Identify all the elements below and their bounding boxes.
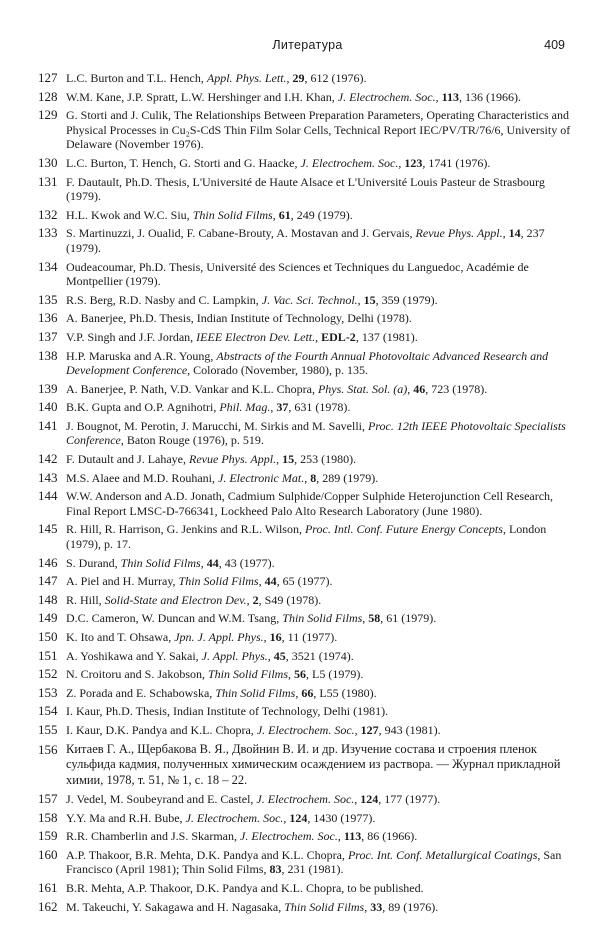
reference-number: 154 bbox=[38, 703, 58, 719]
reference-text bbox=[66, 811, 574, 826]
journal-title: Thin Solid Films bbox=[284, 899, 365, 914]
reference-segment: J. Bougnot, M. Perotin, J. Marucchi, M. Sirkis and M. Savelli, bbox=[66, 418, 368, 433]
reference-text bbox=[66, 742, 574, 789]
reference-segment: D.C. Cameron, W. Duncan and W.M. Tsang, bbox=[66, 611, 283, 626]
volume-number: 15 bbox=[363, 292, 376, 307]
reference-segment: , bbox=[258, 574, 265, 589]
reference-segment: K. Ito and T. Ohsawa, bbox=[66, 630, 175, 644]
reference-item bbox=[38, 667, 574, 682]
reference-number: 130 bbox=[38, 154, 58, 170]
reference-segment: , 177 (1977). bbox=[378, 792, 441, 807]
reference-text bbox=[66, 489, 574, 518]
journal-title: J. Appl. Phys. bbox=[201, 648, 268, 663]
reference-list bbox=[38, 71, 574, 918]
reference-text bbox=[66, 71, 574, 86]
reference-item bbox=[38, 489, 574, 518]
journal-title: Thin Solid Films bbox=[215, 685, 296, 700]
reference-segment: I. Kaur, Ph.D. Thesis, Indian Institute of Technology, Delhi (1981). bbox=[66, 704, 389, 719]
reference-segment: B.R. Mehta, A.P. Thakoor, D.K. Pandya and K.L. Chopra, to be published. bbox=[66, 881, 424, 896]
reference-segment: , bbox=[283, 810, 290, 825]
journal-title: Appl. Phys. Lett. bbox=[206, 71, 287, 85]
journal-title: IEEE Electron Dev. Lett. bbox=[196, 329, 316, 344]
reference-text bbox=[66, 293, 574, 308]
reference-segment: R.R. Chamberlin and J.S. Skarman, bbox=[66, 829, 240, 844]
reference-item bbox=[38, 90, 574, 105]
reference-number: 162 bbox=[38, 898, 58, 914]
journal-title: Solid-State and Electron Dev. bbox=[104, 592, 247, 607]
reference-item bbox=[38, 829, 574, 844]
reference-segment: , 231 (1981). bbox=[281, 862, 344, 877]
volume-number: EDL-2 bbox=[321, 329, 356, 344]
reference-item bbox=[38, 208, 574, 223]
reference-text bbox=[66, 226, 574, 255]
volume-number: 8 bbox=[310, 470, 317, 485]
reference-segment: , bbox=[398, 155, 405, 170]
reference-number: 150 bbox=[38, 629, 58, 644]
reference-segment: , bbox=[337, 829, 344, 844]
reference-item bbox=[38, 881, 574, 896]
reference-segment: , London (1979), p. 17. bbox=[66, 522, 547, 552]
reference-segment: V.P. Singh and J.F. Jordan, bbox=[66, 329, 197, 344]
page-header bbox=[0, 38, 615, 56]
reference-segment: , bbox=[263, 630, 270, 644]
reference-segment: , 249 (1979). bbox=[290, 207, 353, 222]
reference-item bbox=[38, 611, 574, 626]
reference-segment: , 11 (1977). bbox=[281, 630, 338, 644]
reference-segment: , bbox=[364, 899, 371, 914]
reference-text bbox=[66, 611, 574, 626]
reference-segment: , bbox=[200, 555, 207, 570]
reference-segment: , 61 (1979). bbox=[380, 611, 437, 626]
reference-segment: Z. Porada and E. Schabowska, bbox=[66, 685, 216, 700]
reference-item bbox=[38, 574, 574, 589]
journal-title: Thin Solid Films bbox=[178, 574, 259, 589]
reference-segment: , 43 (1977). bbox=[218, 555, 275, 570]
reference-item bbox=[38, 293, 574, 308]
reference-number: 156 bbox=[38, 741, 58, 757]
reference-number: 134 bbox=[38, 258, 58, 274]
reference-segment: , S49 (1978). bbox=[258, 592, 322, 607]
reference-text bbox=[66, 349, 574, 378]
reference-text bbox=[66, 686, 574, 701]
reference-segment: , bbox=[270, 400, 277, 415]
reference-segment: A. Yoshikawa and Y. Sakai, bbox=[66, 648, 202, 663]
reference-text bbox=[66, 593, 574, 608]
reference-segment: , 289 (1979). bbox=[316, 470, 379, 485]
volume-number: 61 bbox=[278, 207, 291, 222]
reference-segment: , L5 (1979). bbox=[306, 667, 364, 682]
reference-segment: , bbox=[246, 592, 253, 607]
reference-segment: R.S. Berg, R.D. Nasby and C. Lampkin, bbox=[66, 292, 262, 307]
reference-text bbox=[66, 311, 574, 326]
reference-segment: , 237 (1979). bbox=[66, 226, 545, 255]
reference-segment: M. Takeuchi, Y. Sakagawa and H. Nagasaka, bbox=[66, 899, 285, 914]
reference-segment: , Baton Rouge (1976), p. 519. bbox=[120, 433, 264, 448]
reference-segment: , bbox=[502, 226, 509, 241]
journal-title: Revue Phys. Appl. bbox=[189, 452, 277, 467]
reference-text bbox=[66, 667, 574, 682]
reference-segment: R. Hill, R. Harrison, G. Jenkins and R.L. Wilson, bbox=[66, 522, 305, 537]
reference-number: 128 bbox=[38, 88, 58, 104]
reference-item bbox=[38, 311, 574, 326]
reference-segment: , bbox=[276, 452, 283, 467]
reference-number: 144 bbox=[38, 488, 58, 504]
volume-number: 127 bbox=[360, 722, 379, 737]
reference-segment: F. Dutault and J. Lahaye, bbox=[66, 452, 190, 467]
reference-number: 140 bbox=[38, 399, 58, 415]
reference-number: 127 bbox=[38, 70, 58, 85]
reference-segment: , 86 (1966). bbox=[361, 829, 418, 844]
volume-number: 44 bbox=[264, 574, 277, 589]
reference-segment: W.M. Kane, J.P. Spratt, L.W. Hershinger and I.H. Khan, bbox=[66, 89, 338, 104]
reference-item bbox=[38, 649, 574, 664]
journal-title: Thin Solid Films bbox=[120, 555, 201, 570]
journal-title: Jpn. J. Appl. Phys. bbox=[174, 630, 264, 644]
reference-number: 161 bbox=[38, 880, 58, 896]
volume-number: 46 bbox=[413, 381, 426, 396]
reference-item bbox=[38, 811, 574, 826]
volume-number: 123 bbox=[404, 155, 423, 170]
reference-text bbox=[66, 522, 574, 551]
reference-text bbox=[66, 471, 574, 486]
reference-item bbox=[38, 400, 574, 415]
reference-segment: , L55 (1980). bbox=[313, 685, 377, 700]
reference-item bbox=[38, 175, 574, 204]
reference-segment: , 1741 (1976). bbox=[422, 155, 491, 170]
reference-number: 132 bbox=[38, 206, 58, 222]
journal-title: Proc. 12th IEEE Photovoltaic Specialists Conference bbox=[66, 418, 566, 448]
reference-segment: , 943 (1981). bbox=[378, 722, 441, 737]
journal-title: J. Electronic Mat. bbox=[218, 470, 305, 485]
reference-item bbox=[38, 71, 574, 86]
reference-segment: F. Dautault, Ph.D. Thesis, L'Université de Haute Alsace et L'Université Louis Pasteur de Strasbourg (1979). bbox=[66, 174, 545, 204]
reference-segment: , 137 (1981). bbox=[355, 329, 418, 344]
reference-segment: , San Francisco (April 1981); Thin Solid Films, bbox=[66, 847, 562, 877]
reference-item bbox=[38, 704, 574, 719]
reference-segment: N. Croitoru and S. Jakobson, bbox=[66, 667, 208, 682]
reference-item bbox=[38, 156, 574, 171]
reference-segment: A. Piel and H. Murray, bbox=[66, 574, 179, 589]
reference-number: 157 bbox=[38, 791, 58, 807]
journal-title: Phil. Mag. bbox=[219, 400, 271, 415]
reference-number: 152 bbox=[38, 666, 58, 682]
reference-text bbox=[66, 649, 574, 664]
reference-segment: , 631 (1978). bbox=[288, 400, 351, 415]
reference-segment: L.C. Burton and T.L. Hench, bbox=[66, 71, 207, 85]
reference-segment: G. Storti and J. Culik, The Relationships Between Preparation Parameters, Operating Characteristics and Physical Processes in Cu₂S-CdS Thin Film Solar Cells, Technical Report IEC/PV/TR/76/6, University of Delaware (November 1976). bbox=[66, 108, 571, 152]
reference-segment: A. Banerjee, Ph.D. Thesis, Indian Institute of Technology, Delhi (1978). bbox=[66, 311, 412, 326]
reference-number: 159 bbox=[38, 828, 58, 844]
volume-number: 56 bbox=[294, 667, 307, 682]
reference-number: 143 bbox=[38, 469, 58, 485]
reference-text bbox=[66, 848, 574, 877]
reference-segment: , bbox=[357, 292, 364, 307]
volume-number: 15 bbox=[282, 452, 295, 467]
running-title: Литература bbox=[272, 38, 343, 52]
reference-segment: , bbox=[354, 792, 361, 807]
reference-item bbox=[38, 900, 574, 915]
reference-segment: , 3521 (1974). bbox=[285, 648, 354, 663]
reference-text bbox=[66, 829, 574, 844]
journal-title: J. Electrochem. Soc. bbox=[256, 792, 355, 807]
journal-title: J. Electrochem. Soc. bbox=[240, 829, 338, 844]
reference-item bbox=[38, 593, 574, 608]
reference-number: 148 bbox=[38, 591, 58, 607]
reference-number: 129 bbox=[38, 107, 58, 123]
reference-number: 155 bbox=[38, 721, 58, 737]
volume-number: 66 bbox=[301, 685, 314, 700]
reference-number: 137 bbox=[38, 328, 58, 344]
volume-number: 29 bbox=[292, 71, 305, 85]
volume-number: 44 bbox=[206, 555, 219, 570]
reference-number: 147 bbox=[38, 573, 58, 589]
reference-number: 138 bbox=[38, 347, 58, 363]
reference-text bbox=[66, 900, 574, 915]
reference-segment: , 612 (1976). bbox=[304, 71, 367, 85]
reference-segment: M.S. Alaee and M.D. Rouhani, bbox=[66, 470, 218, 485]
journal-title: Phys. Stat. Sol. (a) bbox=[317, 381, 408, 396]
volume-number: 124 bbox=[289, 810, 308, 825]
page-number: 409 bbox=[544, 38, 565, 52]
reference-text bbox=[66, 108, 574, 152]
reference-segment: H.P. Maruska and A.R. Young, bbox=[66, 348, 217, 363]
reference-item bbox=[38, 226, 574, 255]
reference-segment: , Colorado (November, 1980), p. 135. bbox=[187, 363, 368, 378]
reference-text bbox=[66, 260, 574, 289]
journal-title: J. Vac. Sci. Technol. bbox=[261, 292, 358, 307]
reference-text bbox=[66, 90, 574, 105]
journal-title: J. Electrochem. Soc. bbox=[337, 89, 436, 104]
reference-segment: , bbox=[267, 648, 274, 663]
reference-segment: S. Durand, bbox=[66, 555, 121, 570]
reference-text bbox=[66, 556, 574, 571]
reference-segment: , 1430 (1977). bbox=[307, 810, 376, 825]
reference-item bbox=[38, 260, 574, 289]
reference-item bbox=[38, 522, 574, 551]
volume-number: 83 bbox=[269, 862, 282, 877]
volume-number: 16 bbox=[269, 630, 282, 644]
reference-segment: , bbox=[315, 329, 322, 344]
reference-text bbox=[66, 419, 574, 448]
reference-segment: Китаев Г. А., Щербакова В. Я., Двойнин В. И. и др. Изучение состава и строения пленок сульфида кадмия, полученных химическим осаждением из раствора. — Журнал прикладной химии, 1978, т. 51, № 1, с. 18 – 22. bbox=[66, 741, 561, 787]
volume-number: 58 bbox=[368, 611, 381, 626]
reference-number: 158 bbox=[38, 809, 58, 825]
reference-item bbox=[38, 742, 574, 789]
journal-title: Proc. Intl. Conf. Future Energy Concepts bbox=[304, 522, 503, 537]
volume-number: 14 bbox=[508, 226, 521, 241]
journal-title: J. Electrochem. Soc. bbox=[300, 155, 399, 170]
journal-title: J. Electrochem. Soc. bbox=[256, 722, 355, 737]
reference-text bbox=[66, 175, 574, 204]
journal-title: Thin Solid Films bbox=[208, 667, 289, 682]
reference-segment: , 89 (1976). bbox=[382, 899, 439, 914]
reference-item bbox=[38, 630, 574, 645]
journal-title: Revue Phys. Appl. bbox=[415, 226, 503, 241]
reference-item bbox=[38, 848, 574, 877]
reference-item bbox=[38, 471, 574, 486]
reference-item bbox=[38, 792, 574, 807]
reference-segment: I. Kaur, D.K. Pandya and K.L. Chopra, bbox=[66, 722, 257, 737]
reference-segment: , 359 (1979). bbox=[375, 292, 438, 307]
journal-title: Thin Solid Films bbox=[192, 207, 273, 222]
volume-number: 124 bbox=[360, 792, 379, 807]
reference-segment: J. Vedel, M. Soubeyrand and E. Castel, bbox=[66, 792, 257, 807]
reference-number: 139 bbox=[38, 380, 58, 396]
reference-item bbox=[38, 686, 574, 701]
reference-number: 149 bbox=[38, 610, 58, 626]
journal-title: Proc. Int. Conf. Metallurgical Coatings bbox=[347, 847, 538, 862]
reference-item bbox=[38, 419, 574, 448]
reference-text bbox=[66, 723, 574, 738]
reference-number: 141 bbox=[38, 417, 58, 433]
reference-segment: Oudeacoumar, Ph.D. Thesis, Université des Sciences et Techniques du Languedoc, Académie de Montpellier (1979). bbox=[66, 259, 529, 289]
reference-text bbox=[66, 574, 574, 589]
reference-segment: , bbox=[286, 71, 293, 85]
reference-segment: , 136 (1966). bbox=[458, 89, 521, 104]
reference-item bbox=[38, 108, 574, 152]
reference-number: 145 bbox=[38, 521, 58, 537]
reference-segment: , 723 (1978). bbox=[425, 381, 488, 396]
reference-number: 135 bbox=[38, 291, 58, 307]
volume-number: 45 bbox=[273, 648, 286, 663]
reference-item bbox=[38, 556, 574, 571]
reference-segment: , 65 (1977). bbox=[276, 574, 333, 589]
reference-number: 151 bbox=[38, 647, 58, 663]
reference-number: 153 bbox=[38, 684, 58, 700]
reference-item bbox=[38, 452, 574, 467]
volume-number: 33 bbox=[370, 899, 383, 914]
reference-number: 160 bbox=[38, 846, 58, 862]
reference-text bbox=[66, 208, 574, 223]
volume-number: 113 bbox=[441, 89, 459, 104]
reference-segment: A. Banerjee, P. Nath, V.D. Vankar and K.L. Chopra, bbox=[66, 381, 318, 396]
reference-segment: S. Martinuzzi, J. Oualid, F. Cabane-Brouty, A. Mostavan and J. Gervais, bbox=[66, 226, 416, 241]
reference-segment: A.P. Thakoor, B.R. Mehta, D.K. Pandya and K.L. Chopra, bbox=[66, 847, 348, 862]
reference-text bbox=[66, 400, 574, 415]
reference-segment: , bbox=[295, 685, 302, 700]
reference-segment: , bbox=[362, 611, 369, 626]
reference-number: 146 bbox=[38, 554, 58, 570]
reference-segment: , 253 (1980). bbox=[294, 452, 357, 467]
journal-title: J. Electrochem. Soc. bbox=[185, 810, 284, 825]
reference-item bbox=[38, 330, 574, 345]
reference-segment: , bbox=[272, 207, 279, 222]
volume-number: 2 bbox=[252, 592, 259, 607]
reference-number: 133 bbox=[38, 225, 58, 241]
reference-segment: , bbox=[354, 722, 361, 737]
volume-number: 37 bbox=[276, 400, 289, 415]
volume-number: 113 bbox=[343, 829, 362, 844]
reference-text bbox=[66, 881, 574, 896]
reference-text bbox=[66, 156, 574, 171]
reference-item bbox=[38, 382, 574, 397]
reference-item bbox=[38, 349, 574, 378]
reference-text bbox=[66, 452, 574, 467]
reference-text bbox=[66, 704, 574, 719]
reference-item bbox=[38, 723, 574, 738]
reference-text bbox=[66, 330, 574, 345]
journal-title: Thin Solid Films bbox=[282, 611, 363, 626]
reference-segment: L.C. Burton, T. Hench, G. Storti and G. Haacke, bbox=[66, 155, 301, 170]
reference-number: 131 bbox=[38, 173, 58, 189]
reference-segment: , bbox=[435, 89, 442, 104]
reference-segment: , bbox=[288, 667, 295, 682]
reference-text bbox=[66, 382, 574, 397]
reference-segment: B.K. Gupta and O.P. Agnihotri, bbox=[66, 400, 220, 415]
reference-segment: R. Hill, bbox=[66, 592, 105, 607]
reference-segment: , bbox=[304, 470, 311, 485]
reference-text bbox=[66, 792, 574, 807]
reference-number: 136 bbox=[38, 310, 58, 326]
reference-number: 142 bbox=[38, 451, 58, 467]
journal-title: Abstracts of the Fourth Annual Photovoltaic Advanced Research and Development Conference bbox=[66, 348, 549, 378]
reference-segment: H.L. Kwok and W.C. Siu, bbox=[66, 207, 193, 222]
reference-segment: , bbox=[407, 381, 414, 396]
reference-segment: Y.Y. Ma and R.H. Bube, bbox=[66, 810, 186, 825]
reference-text bbox=[66, 630, 574, 645]
reference-segment: W.W. Anderson and A.D. Jonath, Cadmium Sulphide/Copper Sulphide Heterojunction Cell Research, Final Report LMSC-D-766341, Lockheed Palo Alto Research Laboratory (June 1980). bbox=[66, 489, 554, 518]
